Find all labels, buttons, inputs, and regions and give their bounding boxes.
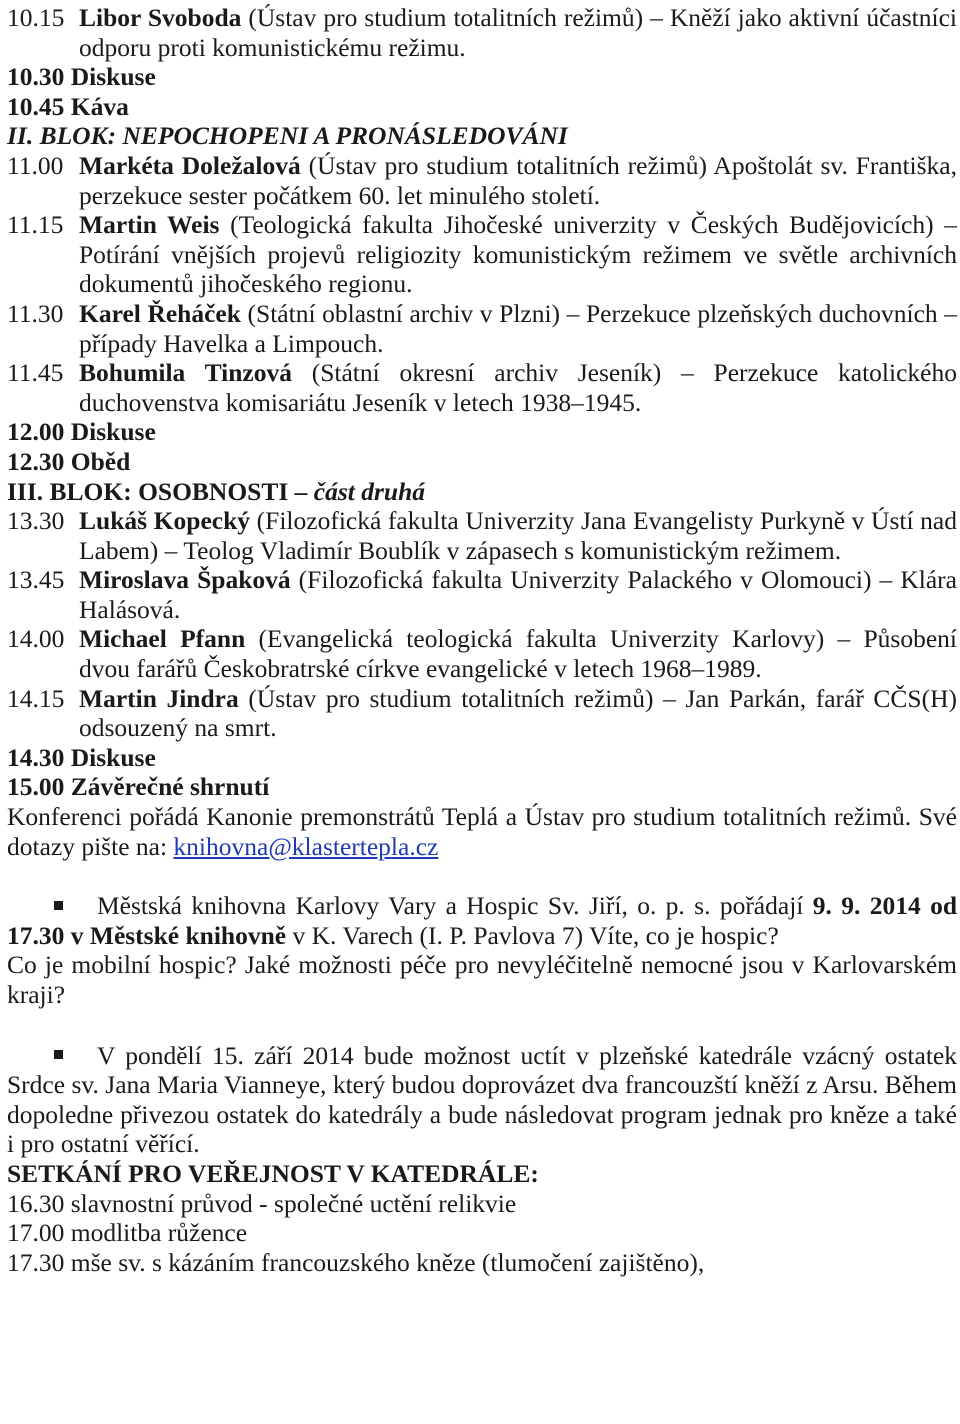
program-content [79, 506, 957, 565]
program-content [79, 624, 957, 683]
talk-text: (Filozofická fakulta Univerzity Jana Evangelisty Purkyně v Ústí nad Labem) – Teolog Vladimír Boublík v zápasech s komunistickým režimem. [79, 506, 957, 565]
block-heading: II. BLOK: NEPOCHOPENI A PRONÁSLEDOVÁNI [7, 121, 568, 151]
program-item [7, 565, 957, 624]
program-time: 11.00 [7, 150, 64, 180]
spacer [7, 1010, 957, 1041]
program-content [79, 684, 957, 743]
program-item [7, 358, 957, 417]
schedule-line: 12.00 Diskuse [7, 417, 156, 447]
square-bullet-icon [54, 1050, 63, 1059]
program-content [79, 299, 957, 358]
section-heading: SETKÁNÍ PRO VEŘEJNOST V KATEDRÁLE: [7, 1158, 539, 1188]
program-content [79, 565, 957, 624]
program-item [7, 624, 957, 683]
program-content [79, 3, 957, 62]
hospic-paragraph [7, 891, 957, 950]
speaker-name: Miroslava Špaková [79, 565, 291, 595]
srdce-text: V pondělí 15. září 2014 bude možnost uctít v plzeňské katedrále vzácný ostatek Srdce sv. Jana Maria Vianneye, který budou doprovázet dva francouzští kněží z Arsu. Během dopoledne přivezou ostatek do katedrály a bude následovat program jednak pro kněze a také i pro ostatní věřící. [7, 1040, 957, 1159]
speaker-name: Lukáš Kopecký [79, 506, 251, 536]
hospic-text-rest: v K. Varech (I. P. Pavlova 7) Víte, co je hospic? [286, 920, 779, 950]
program-time: 14.00 [7, 624, 65, 654]
talk-text: (Státní oblastní archiv v Plzni) – Perzekuce plzeňských duchovních – případy Havelka a Limpouch. [79, 298, 957, 358]
schedule-line: 14.30 Diskuse [7, 742, 156, 772]
program-time: 13.30 [7, 506, 65, 536]
program-time: 10.15 [7, 3, 65, 32]
speaker-name: Bohumila Tinzová [79, 358, 292, 388]
program-time: 11.30 [7, 298, 64, 328]
speaker-name: Karel Řeháček [79, 298, 241, 328]
email-link[interactable]: knihovna@klastertepla.cz [173, 831, 439, 861]
program-item [7, 506, 957, 565]
talk-text: (Teologická fakulta Jihočeské univerzity v Českých Budějovicích) – Potírání vnějších projevů religiozity komunistickým režimem ve světle archivních dokumentů jihočeského regionu. [79, 210, 957, 299]
program-time: 11.15 [7, 210, 64, 240]
talk-text: (Filozofická fakulta Univerzity Palackého v Olomouci) – Klára Halásová. [79, 565, 957, 624]
speaker-name: Libor Svoboda [79, 3, 242, 32]
program-item [7, 151, 957, 210]
program-item [7, 684, 957, 743]
schedule-line: 15.00 Závěrečné shrnutí [7, 772, 270, 802]
program-time: 11.45 [7, 358, 64, 388]
block-heading [7, 477, 957, 507]
program-item [7, 299, 957, 358]
hospic-text: Městská knihovna Karlovy Vary a Hospic Sv. Jiří, o. p. s. pořádají [97, 891, 813, 921]
block-heading-main: III. BLOK: OSOBNOSTI – [7, 476, 314, 506]
speaker-name: Martin Jindra [79, 683, 239, 713]
organizer-paragraph [7, 802, 957, 861]
schedule-line: 10.30 Diskuse [7, 62, 156, 92]
program-time: 13.45 [7, 565, 65, 595]
organizer-text: Konferenci pořádá Kanonie premonstrátů Teplá a Ústav pro studium totalitních režimů. Své dotazy pište na: [7, 802, 957, 861]
talk-text: (Evangelická teologická fakulta Univerzity Karlovy) – Působení dvou farářů Českobratrské církve evangelické v letech 1968–1989. [79, 624, 957, 684]
block-heading-italic: část druhá [313, 476, 426, 506]
spacer [7, 861, 957, 891]
program-content [79, 358, 957, 417]
talk-text: (Ústav pro studium totalitních režimů) – Kněží jako aktivní účastníci odporu proti komunistickému režimu. [79, 3, 957, 62]
speaker-name: Markéta Doležalová [79, 150, 301, 180]
program-content [79, 151, 957, 210]
hospic-question: Co je mobilní hospic? Jaké možnosti péče pro nevyléčitelně nemocné jsou v Karlovarském kraji? [7, 950, 957, 1009]
schedule-line: 12.30 Oběd [7, 446, 131, 476]
talk-text: (Státní okresní archiv Jeseník) – Perzekuce katolického duchovenstva komisariátu Jeseník v letech 1938–1945. [79, 358, 957, 417]
program-time: 14.15 [7, 683, 65, 713]
program-item [7, 210, 957, 299]
schedule-line: 17.00 modlitba růžence [7, 1218, 248, 1248]
schedule-line: 10.45 Káva [7, 91, 129, 121]
talk-text: (Ústav pro studium totalitních režimů) – Jan Parkán, farář CČS(H) odsouzený na smrt. [79, 683, 957, 743]
program-item [7, 3, 957, 62]
schedule-line: 17.30 mše sv. s kázáním francouzského kněze (tlumočení zajištěno), [7, 1247, 705, 1277]
talk-text: (Ústav pro studium totalitních režimů) Apoštolát sv. Františka, perzekuce sester počátkem 60. let minulého století. [79, 150, 957, 210]
program-content [79, 210, 957, 299]
schedule-line: 16.30 slavnostní průvod - společné uctění relikvie [7, 1188, 517, 1218]
speaker-name: Michael Pfann [79, 624, 246, 654]
srdce-paragraph [7, 1041, 957, 1159]
speaker-name: Martin Weis [79, 210, 220, 240]
square-bullet-icon [54, 901, 63, 910]
hospic-date: 9. 9. 2014 od 17.30 v Městské knihovně [7, 891, 957, 950]
